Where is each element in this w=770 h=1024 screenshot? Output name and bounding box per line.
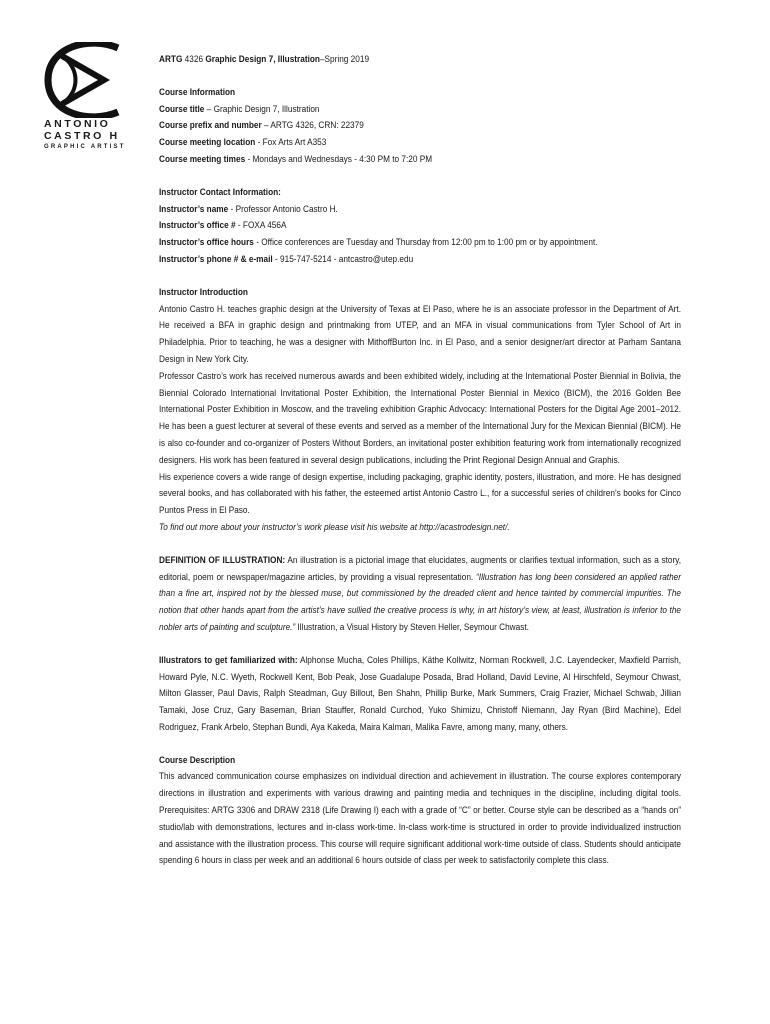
contact-row: Instructor’s office hours - Office conferences are Tuesday and Thursday from 12:00 pm to 1:00 pm or by appointment. <box>159 237 598 249</box>
course-number: 4326 <box>184 54 204 65</box>
contact-row: Instructor’s office # - FOXA 456A <box>159 220 287 232</box>
logo <box>40 42 130 150</box>
logo-name-line1: ANTONIO <box>44 118 111 130</box>
intro-paragraph: His experience covers a wide range of design expertise, including packaging, graphic identity, posters, illustration, and more. He has designed several books, and has collaborated with his father, the esteemed artist Antonio Castro L., for a successful series of children’s books for Cinco Puntos Press in El Paso. <box>159 471 682 517</box>
course-term: –Spring 2019 <box>319 54 370 65</box>
intro-paragraph: Antonio Castro H. teaches graphic design at the University of Texas at El Paso, where he is an associate professor in the Department of Art. He received a BFA in graphic design and printmaking from UTEP, and an MFA in visual communications from Tyler School of Art in Philadelphia. Prior to teaching, he was a designer with MithoffBurton Inc. in El Paso, and a senior designer/art director at Parham Santana Design in New York City. <box>159 303 682 365</box>
contact-row: Instructor’s name - Professor Antonio Castro H. <box>159 203 338 215</box>
instructor-contact-heading: Instructor Contact Information: <box>159 186 281 198</box>
intro-paragraph: Professor Castro’s work has received numerous awards and been exhibited widely, including at the International Poster Biennial in Bolivia, the Biennial Colorado International Invitational Poster Exhibition, the International Poster Biennial in Mexico (BICM), the 2016 Golden Bee International Poster Exhibition in Moscow, and the traveling exhibition Graphic Advocacy: International Posters for the Digital Age 2001–2012. He has been a guest lecturer at several of these events and served as a member of the International Jury for the Mexican Biennial (BICM). He is also co-founder and co-organizer of Posters Without Borders, an invitational poster exhibition featuring work from internationally recognized designers. His work has been featured in several design publications, including the Print Regional Design Annual and Graphis. <box>159 370 682 466</box>
definition-label: DEFINITION OF ILLUSTRATION: <box>159 554 286 566</box>
instructor-intro-heading: Instructor Introduction <box>159 286 248 298</box>
info-row: Course prefix and number – ARTG 4326, CRN: 22379 <box>159 120 364 132</box>
course-header <box>159 52 681 69</box>
illustrators-label: Illustrators to get familiarized with: <box>159 654 298 666</box>
course-description-text: This advanced communication course emphasizes on individual direction and achievement in illustration. The course explores contemporary directions in illustration and experiments with various drawing and painting media and techniques in the discipline, including digital tools. Prerequisites: ARTG 3306 and DRAW 2318 (Life Drawing I) each with a grade of “C” or better. Course style can be described as a “hands on” studio/lab with demonstrations, lectures and in-class work-time. In-class work-time is structured in order to provide individualized instruction and assistance with the illustration process. This course will require significant additional work-time outside of class. Students should anticipate spending 6 hours in class per week and an additional 6 hours outside of class per week to satisfactorily complete this class. <box>159 771 682 867</box>
course-info-heading: Course Information <box>159 86 236 98</box>
logo-mark-icon <box>40 42 122 118</box>
syllabus-document <box>159 52 681 870</box>
logo-name-line2: CASTRO H <box>44 130 120 142</box>
definition-quote: “Illustration has long been considered an applied rather than a fine art, inspired not by the blessed muse, but commissioned by the dreaded client and hence tainted by commercial impurities. The notion that other hands apart from the artist’s have sullied the creative process is why, in art history’s view, at least, illustration is inferior to the nobler arts of painting and sculpture.” <box>159 571 682 633</box>
logo-tagline: GRAPHIC ARTIST <box>44 144 126 150</box>
info-row: Course title – Graphic Design 7, Illustration <box>159 103 320 115</box>
info-row: Course meeting location - Fox Arts Art A353 <box>159 137 327 149</box>
course-code: ARTG <box>159 54 183 65</box>
course-name: Graphic Design 7, Illustration <box>205 54 320 65</box>
course-description-heading: Course Description <box>159 754 236 766</box>
info-row: Course meeting times - Mondays and Wednesdays - 4:30 PM to 7:20 PM <box>159 153 433 165</box>
contact-row: Instructor’s phone # & e-mail - 915-747-5214 - antcastro@utep.edu <box>159 253 414 265</box>
definition-paragraph: DEFINITION OF ILLUSTRATION: An illustration is a pictorial image that elucidates, augments or clarifies textual information, such as a story, editorial, poem or newspaper/magazine articles, by providing a visual representation. “Illustration has long been considered an applied rather than a fine art, inspired not by the blessed muse, but commissioned by the dreaded client and hence tainted by commercial impurities. The notion that other hands apart from the artist’s have sullied the creative process is why, in art history’s view, at least, illustration is inferior to the nobler arts of painting and sculpture.” Illustration, a Visual History by Steven Heller, Seymour Chwast. <box>159 554 682 633</box>
website-note: To find out more about your instructor’s work please visit his website at http://acastrodesign.net/. <box>159 521 510 533</box>
illustrators-paragraph: Illustrators to get familiarized with: Alphonse Mucha, Coles Phillips, Käthe Kollwitz, Norman Rockwell, J.C. Layendecker, Maxfield Parrish, Howard Pyle, N.C. Wyeth, Rockwell Kent, Bob Peak, Jose Guadalupe Posada, Brad Holland, David Levine, Al Hirschfeld, Seymour Chwast, Milton Glasser, Paul Davis, Ralph Steadman, Guy Billout, Ben Shahn, Phillip Burke, Mark Summers, Craig Frazier, Michael Schwab, Jillian Tamaki, Jose Cruz, Gary Baseman, Brian Stauffer, Ronald Curchod, Yuko Shimizu, Christoff Niemann, Jay Ryan (Bird Machine), Edel Rodriguez, Frank Arbelo, Stephan Bundi, Aya Kakeda, Maira Kalman, Malika Favre, among many, many, others. <box>159 654 682 733</box>
